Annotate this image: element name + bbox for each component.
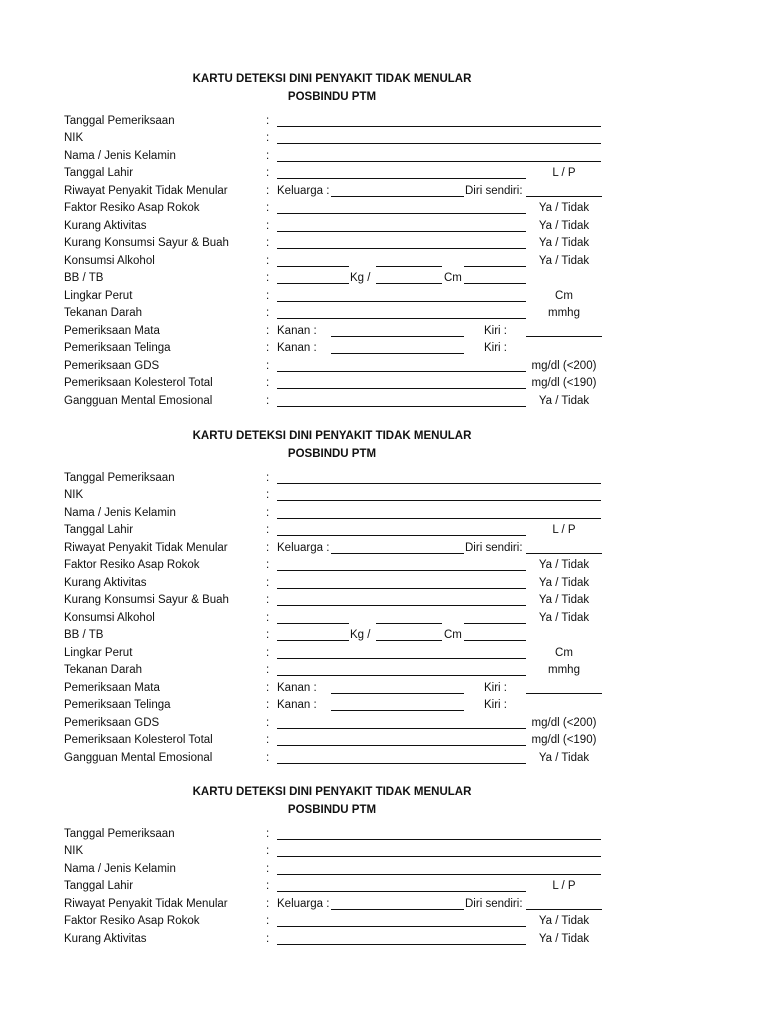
alkohol-field-1[interactable] xyxy=(277,623,349,624)
alkohol-field-3[interactable] xyxy=(464,623,526,624)
row-gangguan-mental xyxy=(0,751,768,768)
aktivitas-field[interactable] xyxy=(277,231,526,232)
nik-field[interactable] xyxy=(277,856,601,857)
row-tanggal-lahir xyxy=(0,879,768,896)
row-nik xyxy=(0,844,768,861)
label-lingkar-perut: Lingkar Perut xyxy=(64,290,133,302)
diri-sendiri-label: Diri sendiri: xyxy=(465,185,523,197)
colon: : xyxy=(266,594,270,606)
kiri-label: Kiri : xyxy=(484,682,507,694)
colon: : xyxy=(266,115,270,127)
kg-unit: Kg / xyxy=(350,629,371,641)
lingkar-perut-field[interactable] xyxy=(277,658,526,659)
nama-field[interactable] xyxy=(277,161,601,162)
row-tekanan-darah xyxy=(0,663,768,680)
suffix-ya-tidak: Ya / Tidak xyxy=(538,933,590,945)
colon: : xyxy=(266,342,270,354)
colon: : xyxy=(266,395,270,407)
bb-field[interactable] xyxy=(277,640,349,641)
tb-field[interactable] xyxy=(376,283,442,284)
row-bb-tb xyxy=(0,271,768,288)
colon: : xyxy=(266,489,270,501)
label-konsumsi-alkohol: Konsumsi Alkohol xyxy=(64,255,155,267)
tanggal-pemeriksaan-field[interactable] xyxy=(277,839,601,840)
label-kurang-aktivitas: Kurang Aktivitas xyxy=(64,933,147,945)
tanggal-lahir-field[interactable] xyxy=(277,891,526,892)
label-pemeriksaan-gds: Pemeriksaan GDS xyxy=(64,717,160,729)
colon: : xyxy=(266,167,270,179)
row-kurang-aktivitas xyxy=(0,219,768,236)
label-kurang-aktivitas: Kurang Aktivitas xyxy=(64,220,147,232)
row-pemeriksaan-mata xyxy=(0,324,768,341)
row-tanggal-lahir xyxy=(0,166,768,183)
row-kurang-aktivitas xyxy=(0,576,768,593)
label-konsumsi-alkohol: Konsumsi Alkohol xyxy=(64,612,155,624)
alkohol-field-2[interactable] xyxy=(376,266,442,267)
colon: : xyxy=(266,507,270,519)
colon: : xyxy=(266,542,270,554)
label-riwayat-ptm: Riwayat Penyakit Tidak Menular xyxy=(64,542,228,554)
kg-unit: Kg / xyxy=(350,272,371,284)
row-tanggal-lahir xyxy=(0,523,768,540)
suffix-ya-tidak: Ya / Tidak xyxy=(538,220,590,232)
colon: : xyxy=(266,612,270,624)
kiri-label: Kiri : xyxy=(484,325,507,337)
label-tanggal-lahir: Tanggal Lahir xyxy=(64,880,134,892)
label-tekanan-darah: Tekanan Darah xyxy=(64,307,142,319)
row-faktor-asap-rokok xyxy=(0,201,768,218)
label-pemeriksaan-kolesterol: Pemeriksaan Kolesterol Total xyxy=(64,377,213,389)
sayur-buah-field[interactable] xyxy=(277,605,526,606)
diri-sendiri-field[interactable] xyxy=(526,553,602,554)
colon: : xyxy=(266,752,270,764)
keluarga-label: Keluarga : xyxy=(277,542,330,554)
tekanan-darah-field[interactable] xyxy=(277,675,526,676)
diri-sendiri-label: Diri sendiri: xyxy=(465,542,523,554)
colon: : xyxy=(266,933,270,945)
tanggal-lahir-field[interactable] xyxy=(277,178,526,179)
suffix-ya-tidak: Ya / Tidak xyxy=(538,915,590,927)
label-riwayat-ptm: Riwayat Penyakit Tidak Menular xyxy=(64,898,228,910)
kanan-label: Kanan : xyxy=(277,682,317,694)
label-tanggal-pemeriksaan: Tanggal Pemeriksaan xyxy=(64,828,175,840)
label-faktor-asap-rokok: Faktor Resiko Asap Rokok xyxy=(64,559,200,571)
label-tekanan-darah: Tekanan Darah xyxy=(64,664,142,676)
row-tanggal-pemeriksaan xyxy=(0,827,768,844)
tb-field[interactable] xyxy=(376,640,442,641)
aktivitas-field[interactable] xyxy=(277,944,526,945)
aktivitas-field[interactable] xyxy=(277,588,526,589)
mata-kanan-field[interactable] xyxy=(331,693,464,694)
suffix-kolesterol: mg/dl (<190) xyxy=(531,734,597,746)
suffix-ya-tidak: Ya / Tidak xyxy=(538,752,590,764)
keluarga-field[interactable] xyxy=(331,553,464,554)
label-kurang-sayur-buah: Kurang Konsumsi Sayur & Buah xyxy=(64,237,229,249)
bb-tb-extra-field[interactable] xyxy=(464,640,526,641)
suffix-ya-tidak: Ya / Tidak xyxy=(538,612,590,624)
label-pemeriksaan-telinga: Pemeriksaan Telinga xyxy=(64,342,171,354)
label-riwayat-ptm: Riwayat Penyakit Tidak Menular xyxy=(64,185,228,197)
suffix-ya-tidak: Ya / Tidak xyxy=(538,577,590,589)
card-subtitle: POSBINDU PTM xyxy=(287,91,377,103)
label-nama-jenis-kelamin: Nama / Jenis Kelamin xyxy=(64,863,176,875)
asap-rokok-field[interactable] xyxy=(277,926,526,927)
cm-unit: Cm xyxy=(444,272,462,284)
row-faktor-asap-rokok xyxy=(0,558,768,575)
label-pemeriksaan-telinga: Pemeriksaan Telinga xyxy=(64,699,171,711)
sayur-buah-field[interactable] xyxy=(277,248,526,249)
row-kurang-sayur-buah xyxy=(0,593,768,610)
colon: : xyxy=(266,237,270,249)
row-pemeriksaan-gds xyxy=(0,359,768,376)
row-kurang-sayur-buah xyxy=(0,236,768,253)
suffix-gds: mg/dl (<200) xyxy=(531,360,597,372)
suffix-ya-tidak: Ya / Tidak xyxy=(538,594,590,606)
row-konsumsi-alkohol xyxy=(0,254,768,271)
card-subtitle: POSBINDU PTM xyxy=(287,448,377,460)
colon: : xyxy=(266,559,270,571)
suffix-ya-tidak: Ya / Tidak xyxy=(538,255,590,267)
row-lingkar-perut xyxy=(0,289,768,306)
suffix-ya-tidak: Ya / Tidak xyxy=(538,202,590,214)
label-nik: NIK xyxy=(64,132,84,144)
colon: : xyxy=(266,845,270,857)
keluarga-label: Keluarga : xyxy=(277,898,330,910)
keluarga-field[interactable] xyxy=(331,196,464,197)
label-nik: NIK xyxy=(64,489,84,501)
row-riwayat-ptm xyxy=(0,897,768,914)
colon: : xyxy=(266,915,270,927)
colon: : xyxy=(266,647,270,659)
suffix-mmhg: mmhg xyxy=(548,664,580,676)
label-pemeriksaan-kolesterol: Pemeriksaan Kolesterol Total xyxy=(64,734,213,746)
gds-field[interactable] xyxy=(277,371,526,372)
bb-tb-extra-field[interactable] xyxy=(464,283,526,284)
colon: : xyxy=(266,360,270,372)
kanan-label: Kanan : xyxy=(277,699,317,711)
kanan-label: Kanan : xyxy=(277,325,317,337)
colon: : xyxy=(266,150,270,162)
row-nik xyxy=(0,488,768,505)
colon: : xyxy=(266,880,270,892)
colon: : xyxy=(266,307,270,319)
telinga-kanan-field[interactable] xyxy=(331,710,464,711)
kolesterol-field[interactable] xyxy=(277,388,526,389)
row-faktor-asap-rokok xyxy=(0,914,768,931)
colon: : xyxy=(266,377,270,389)
label-tanggal-pemeriksaan: Tanggal Pemeriksaan xyxy=(64,115,175,127)
kiri-label: Kiri : xyxy=(484,699,507,711)
gangguan-mental-field[interactable] xyxy=(277,763,526,764)
tanggal-pemeriksaan-field[interactable] xyxy=(277,126,601,127)
suffix-kolesterol: mg/dl (<190) xyxy=(531,377,597,389)
colon: : xyxy=(266,220,270,232)
row-tanggal-pemeriksaan xyxy=(0,471,768,488)
kiri-label: Kiri : xyxy=(484,342,507,354)
row-pemeriksaan-telinga xyxy=(0,341,768,358)
row-riwayat-ptm xyxy=(0,541,768,558)
label-kurang-aktivitas: Kurang Aktivitas xyxy=(64,577,147,589)
tanggal-lahir-field[interactable] xyxy=(277,535,526,536)
asap-rokok-field[interactable] xyxy=(277,213,526,214)
row-riwayat-ptm xyxy=(0,184,768,201)
label-tanggal-pemeriksaan: Tanggal Pemeriksaan xyxy=(64,472,175,484)
mata-kiri-field[interactable] xyxy=(526,336,602,337)
row-pemeriksaan-telinga xyxy=(0,698,768,715)
colon: : xyxy=(266,828,270,840)
row-konsumsi-alkohol xyxy=(0,611,768,628)
row-tanggal-pemeriksaan xyxy=(0,114,768,131)
suffix-ya-tidak: Ya / Tidak xyxy=(538,395,590,407)
suffix-cm: Cm xyxy=(555,647,573,659)
row-kurang-aktivitas xyxy=(0,932,768,949)
colon: : xyxy=(266,717,270,729)
colon: : xyxy=(266,898,270,910)
card-subtitle: POSBINDU PTM xyxy=(287,804,377,816)
colon: : xyxy=(266,629,270,641)
alkohol-field-3[interactable] xyxy=(464,266,526,267)
label-tanggal-lahir: Tanggal Lahir xyxy=(64,524,134,536)
label-nik: NIK xyxy=(64,845,84,857)
label-gangguan-mental: Gangguan Mental Emosional xyxy=(64,395,213,407)
lingkar-perut-field[interactable] xyxy=(277,301,526,302)
tekanan-darah-field[interactable] xyxy=(277,318,526,319)
row-nik xyxy=(0,131,768,148)
colon: : xyxy=(266,524,270,536)
row-bb-tb xyxy=(0,628,768,645)
label-lingkar-perut: Lingkar Perut xyxy=(64,647,133,659)
asap-rokok-field[interactable] xyxy=(277,570,526,571)
row-pemeriksaan-kolesterol xyxy=(0,733,768,750)
keluarga-field[interactable] xyxy=(331,909,464,910)
label-nama-jenis-kelamin: Nama / Jenis Kelamin xyxy=(64,150,176,162)
row-tekanan-darah xyxy=(0,306,768,323)
nama-field[interactable] xyxy=(277,518,601,519)
cm-unit: Cm xyxy=(444,629,462,641)
colon: : xyxy=(266,699,270,711)
row-nama xyxy=(0,506,768,523)
label-faktor-asap-rokok: Faktor Resiko Asap Rokok xyxy=(64,202,200,214)
colon: : xyxy=(266,290,270,302)
colon: : xyxy=(266,734,270,746)
colon: : xyxy=(266,664,270,676)
suffix-ya-tidak: Ya / Tidak xyxy=(538,237,590,249)
kolesterol-field[interactable] xyxy=(277,745,526,746)
kanan-label: Kanan : xyxy=(277,342,317,354)
label-gangguan-mental: Gangguan Mental Emosional xyxy=(64,752,213,764)
label-pemeriksaan-mata: Pemeriksaan Mata xyxy=(64,325,160,337)
suffix-mmhg: mmhg xyxy=(548,307,580,319)
label-bb-tb: BB / TB xyxy=(64,272,104,284)
colon: : xyxy=(266,472,270,484)
row-pemeriksaan-kolesterol xyxy=(0,376,768,393)
suffix-lp: L / P xyxy=(552,524,576,536)
diri-sendiri-label: Diri sendiri: xyxy=(465,898,523,910)
colon: : xyxy=(266,682,270,694)
row-pemeriksaan-gds xyxy=(0,716,768,733)
colon: : xyxy=(266,577,270,589)
suffix-ya-tidak: Ya / Tidak xyxy=(538,559,590,571)
colon: : xyxy=(266,185,270,197)
keluarga-label: Keluarga : xyxy=(277,185,330,197)
nama-field[interactable] xyxy=(277,874,601,875)
telinga-kanan-field[interactable] xyxy=(331,353,464,354)
alkohol-field-1[interactable] xyxy=(277,266,349,267)
mata-kiri-field[interactable] xyxy=(526,693,602,694)
suffix-gds: mg/dl (<200) xyxy=(531,717,597,729)
row-pemeriksaan-mata xyxy=(0,681,768,698)
colon: : xyxy=(266,202,270,214)
suffix-cm: Cm xyxy=(555,290,573,302)
card-title: KARTU DETEKSI DINI PENYAKIT TIDAK MENULAR xyxy=(192,73,472,85)
colon: : xyxy=(266,325,270,337)
card-title: KARTU DETEKSI DINI PENYAKIT TIDAK MENULAR xyxy=(192,786,472,798)
suffix-lp: L / P xyxy=(552,167,576,179)
tanggal-pemeriksaan-field[interactable] xyxy=(277,483,601,484)
diri-sendiri-field[interactable] xyxy=(526,196,602,197)
colon: : xyxy=(266,272,270,284)
label-kurang-sayur-buah: Kurang Konsumsi Sayur & Buah xyxy=(64,594,229,606)
label-pemeriksaan-mata: Pemeriksaan Mata xyxy=(64,682,160,694)
bb-field[interactable] xyxy=(277,283,349,284)
colon: : xyxy=(266,863,270,875)
suffix-lp: L / P xyxy=(552,880,576,892)
label-bb-tb: BB / TB xyxy=(64,629,104,641)
diri-sendiri-field[interactable] xyxy=(526,909,602,910)
label-pemeriksaan-gds: Pemeriksaan GDS xyxy=(64,360,160,372)
alkohol-field-2[interactable] xyxy=(376,623,442,624)
card-title: KARTU DETEKSI DINI PENYAKIT TIDAK MENULAR xyxy=(192,430,472,442)
nik-field[interactable] xyxy=(277,500,601,501)
label-tanggal-lahir: Tanggal Lahir xyxy=(64,167,134,179)
gangguan-mental-field[interactable] xyxy=(277,406,526,407)
gds-field[interactable] xyxy=(277,728,526,729)
mata-kanan-field[interactable] xyxy=(331,336,464,337)
colon: : xyxy=(266,255,270,267)
label-faktor-asap-rokok: Faktor Resiko Asap Rokok xyxy=(64,915,200,927)
row-nama xyxy=(0,149,768,166)
row-lingkar-perut xyxy=(0,646,768,663)
nik-field[interactable] xyxy=(277,143,601,144)
row-gangguan-mental xyxy=(0,394,768,411)
row-nama xyxy=(0,862,768,879)
colon: : xyxy=(266,132,270,144)
label-nama-jenis-kelamin: Nama / Jenis Kelamin xyxy=(64,507,176,519)
